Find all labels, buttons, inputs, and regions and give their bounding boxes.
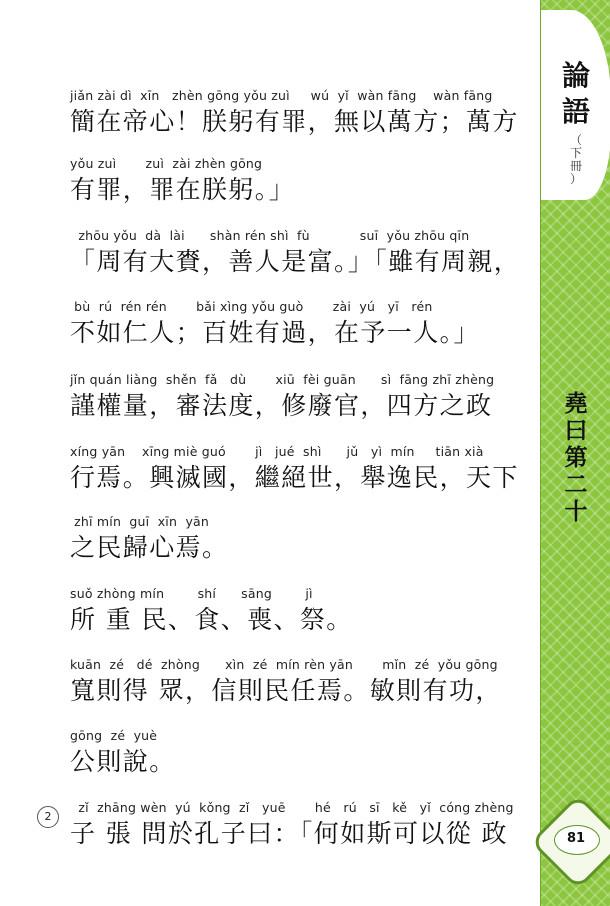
text-line bbox=[70, 728, 490, 778]
chinese-text: 「周有大賚，善人是富。」「雖有周親， bbox=[70, 247, 521, 276]
chinese-text: 行焉。興滅國，繼絕世，舉逸民，天下 bbox=[70, 463, 519, 492]
pinyin-annotation: zhī mín guī xīn yān bbox=[70, 514, 210, 529]
pinyin-annotation: suǒ zhòng mín shí sāng jì bbox=[70, 586, 313, 601]
paragraph-number-marker: 2 bbox=[37, 806, 59, 828]
pinyin-annotation: gōng zé yuè bbox=[70, 728, 158, 743]
chinese-text: 公則說。 bbox=[70, 747, 176, 776]
pinyin-annotation: zhōu yǒu dà lài shàn rén shì fù suī yǒu zhōu qīn bbox=[70, 228, 470, 243]
pinyin-annotation: kuān zé dé zhòng xìn zé mín rèn yān mǐn zé yǒu gōng bbox=[70, 657, 498, 672]
text-line bbox=[70, 88, 519, 138]
chinese-text: 不如仁人；百姓有過，在予一人。」 bbox=[70, 318, 480, 347]
text-line bbox=[70, 586, 490, 636]
volume-label: （ 下 冊 ） bbox=[569, 133, 582, 186]
chinese-text: 之民歸心焉。 bbox=[70, 533, 229, 562]
chinese-text: 寬則得 眾，信則民任焉。敏則有功， bbox=[70, 676, 502, 705]
page-number: 81 bbox=[566, 831, 586, 846]
pinyin-annotation: bù rú rén rén bǎi xìng yǒu guò zài yú yī rén bbox=[70, 299, 433, 314]
pinyin-annotation: jǐn quán liàng shěn fǎ dù xiū fèi guān sì fāng zhī zhèng bbox=[70, 372, 495, 387]
chinese-text: 簡在帝心！朕躬有罪，無以萬方；萬方 bbox=[70, 107, 519, 136]
side-band bbox=[540, 0, 610, 906]
text-line bbox=[70, 372, 495, 422]
text-line bbox=[70, 800, 514, 850]
book-title: 論 語 bbox=[561, 59, 590, 128]
chinese-text: 子 張 問於孔子曰：「何如斯可以從 政 bbox=[70, 819, 508, 848]
text-line bbox=[70, 228, 521, 278]
pinyin-annotation: xíng yān xīng miè guó jì jué shì jǔ yì mín tiān xià bbox=[70, 444, 484, 459]
text-line bbox=[70, 444, 519, 494]
chinese-text: 謹權量，審法度，修廢官，四方之政 bbox=[70, 391, 493, 420]
pinyin-annotation: jiǎn zài dì xīn zhèn gōng yǒu zuì wú yǐ wàn fāng wàn fāng bbox=[70, 88, 493, 103]
chapter-title: 堯 曰 第 二 十 bbox=[564, 390, 588, 525]
pinyin-annotation: zǐ zhāng wèn yú kǒng zǐ yuē hé rú sī kě yǐ cóng zhèng bbox=[70, 800, 514, 815]
text-line bbox=[70, 657, 502, 707]
text-line bbox=[70, 156, 490, 206]
text-line bbox=[70, 299, 490, 349]
chinese-text: 所 重 民、食、喪、祭。 bbox=[70, 605, 353, 634]
chinese-text: 有罪，罪在朕躬。」 bbox=[70, 175, 296, 204]
pinyin-annotation: yǒu zuì zuì zài zhèn gōng bbox=[70, 156, 263, 171]
text-line bbox=[70, 514, 490, 564]
